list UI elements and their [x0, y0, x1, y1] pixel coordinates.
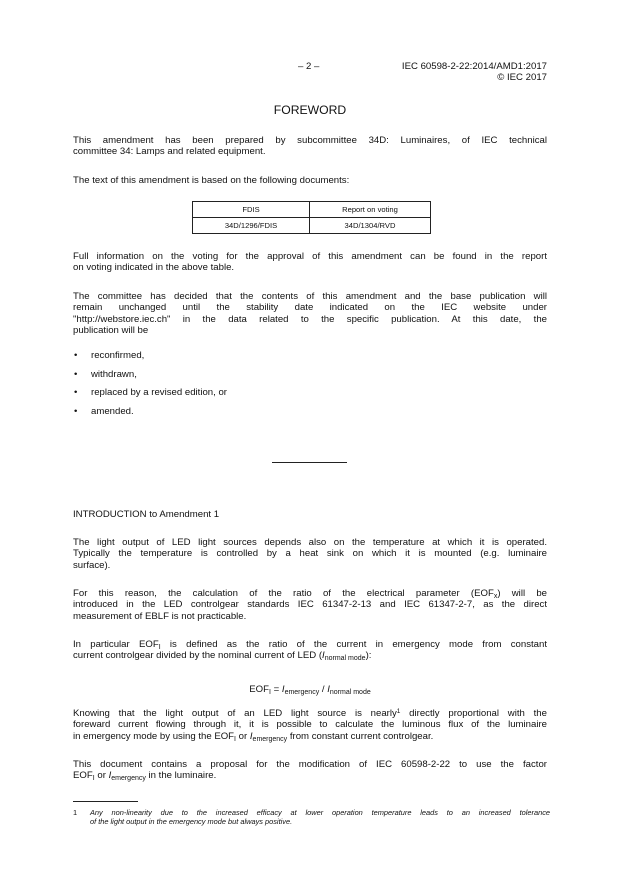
footnote-separator [73, 801, 138, 802]
bullet-list [73, 350, 227, 424]
text-line: publication will be [73, 325, 149, 337]
subscript: I [234, 735, 236, 743]
italic-symbol: I [281, 684, 285, 695]
text-line: committee 34: Lamps and related equipment. [73, 146, 266, 158]
text-run: or [94, 770, 109, 782]
list-item [73, 369, 227, 388]
footnote-number: 1 [73, 808, 78, 817]
text-line: The text of this amendment is based on the following documents: [73, 175, 350, 186]
formula-text: EOF [249, 684, 269, 695]
standard-reference: IEC 60598-2-22:2014/AMD1:2017 [401, 61, 547, 72]
table-cell-fdis: 34D/1296/FDIS [193, 218, 310, 234]
bullet-icon: • [74, 405, 78, 417]
text-run: directly proportional with the [400, 708, 547, 719]
introduction-paragraph-3 [73, 639, 547, 662]
subscript: I [269, 689, 271, 696]
subscript: emergency [252, 735, 288, 743]
subscript: normal mode [324, 655, 366, 663]
text-line: foreward current flowing through it, it is possible to calculate the luminous flux of the luminaire [73, 719, 547, 731]
text-line: of the light output in the emergency mode but always positive. [90, 817, 293, 827]
formula-text: = [270, 684, 282, 695]
text-run: current controlgear divided by the nominal current of LED ( [73, 650, 323, 662]
text-line [73, 770, 547, 781]
text-line: The light output of LED light sources depends also on the temperature at which it is operated. [73, 537, 547, 548]
section-divider [272, 462, 347, 463]
text-run: in emergency mode by using the EOF [73, 730, 235, 742]
introduction-paragraph-5 [73, 759, 547, 782]
text-line: Any non-linearity due to the increased efficacy at lower operation temperature leads to an increased tolerance [90, 808, 550, 817]
bullet-icon: • [74, 350, 78, 361]
italic-symbol: I [108, 770, 112, 782]
eof-formula [0, 684, 620, 695]
introduction-paragraph-1 [73, 537, 547, 571]
subscript: I [92, 775, 95, 783]
text-line: This document contains a proposal for the modification of IEC 60598-2-22 to use the factor [73, 759, 547, 770]
text-line: "http://webstore.iec.ch" in the data related to the specific publication. At this date, the [73, 313, 547, 325]
footnote-text [90, 808, 550, 826]
text-line [73, 731, 547, 742]
subscript: emergency [111, 775, 146, 783]
text-line: measurement of EBLF is not practicable. [73, 610, 247, 622]
introduction-title [73, 509, 547, 520]
table-cell-rvd: 34D/1304/RVD [310, 218, 431, 234]
list-item-text: amended. [91, 405, 134, 417]
text-line: introduced in the LED controlgear standards IEC 61347-2-13 and IEC 61347-2-7, as the direct [73, 599, 547, 611]
foreword-paragraph-4 [73, 291, 547, 337]
text-line: INTRODUCTION to Amendment 1 [73, 509, 220, 520]
text-run: is defined as the ratio of the current in emergency mode from constant [160, 639, 547, 650]
foreword-paragraph-1 [73, 135, 547, 158]
text-line: Full information on the voting for the approval of this amendment can be found in the report [73, 251, 547, 262]
table-header-row [193, 202, 431, 218]
text-run: EOF [73, 770, 93, 782]
italic-symbol: I [327, 684, 330, 695]
bullet-icon: • [74, 368, 78, 380]
text-line: The committee has decided that the contents of this amendment and the base publication will [73, 291, 547, 302]
text-line [73, 650, 547, 661]
formula-text: / [319, 684, 328, 695]
text-line: This amendment has been prepared by subcommittee 34D: Luminaires, of IEC technical [73, 135, 547, 146]
foreword-paragraph-3 [73, 251, 547, 274]
subscript: I [158, 644, 161, 651]
subscript: emergency [284, 689, 320, 696]
introduction-paragraph-2 [73, 588, 547, 622]
document-header [402, 61, 547, 84]
list-item [73, 350, 227, 369]
text-run: For this reason, the calculation of the ratio of the electrical parameter (EOF [73, 588, 494, 599]
text-run: ): [365, 650, 372, 662]
foreword-paragraph-2 [73, 175, 547, 186]
table-header-report: Report on voting [310, 202, 431, 218]
italic-symbol: I [249, 730, 253, 742]
text-run: or [236, 730, 250, 742]
foreword-title: FOREWORD [273, 103, 347, 117]
text-line [73, 708, 547, 719]
italic-symbol: I [322, 650, 325, 662]
text-line: remain unchanged until the stability date indicated on the IEC website under [73, 302, 547, 314]
list-item [73, 406, 227, 425]
text-line: surface). [73, 559, 111, 571]
table-header-fdis: FDIS [193, 202, 310, 218]
copyright-notice: © IEC 2017 [497, 72, 547, 84]
list-item-text: replaced by a revised edition, or [91, 387, 227, 398]
table-row [193, 218, 431, 234]
list-item-text: reconfirmed, [91, 350, 145, 361]
subscript: x [493, 593, 498, 600]
subscript: normal mode [329, 689, 371, 696]
bullet-icon: • [74, 387, 78, 398]
text-line: on voting indicated in the above table. [73, 262, 235, 274]
text-run: from constant current controlgear. [287, 730, 434, 742]
text-run: in the luminaire. [145, 770, 217, 782]
list-item-text: withdrawn, [91, 368, 137, 380]
text-run: ) will be [497, 588, 547, 599]
text-line [73, 588, 547, 599]
text-line: Typically the temperature is controlled by a heat sink on which it is mounted (e.g. luminaire [73, 548, 547, 560]
page-number: – 2 – [298, 61, 320, 72]
footnote-reference: 1 [396, 708, 401, 715]
voting-documents-table [192, 201, 431, 234]
list-item [73, 387, 227, 406]
introduction-paragraph-4 [73, 708, 547, 742]
text-run: Knowing that the light output of an LED light source is nearly [73, 708, 397, 719]
text-run: In particular EOF [73, 639, 159, 650]
text-line [73, 639, 547, 650]
